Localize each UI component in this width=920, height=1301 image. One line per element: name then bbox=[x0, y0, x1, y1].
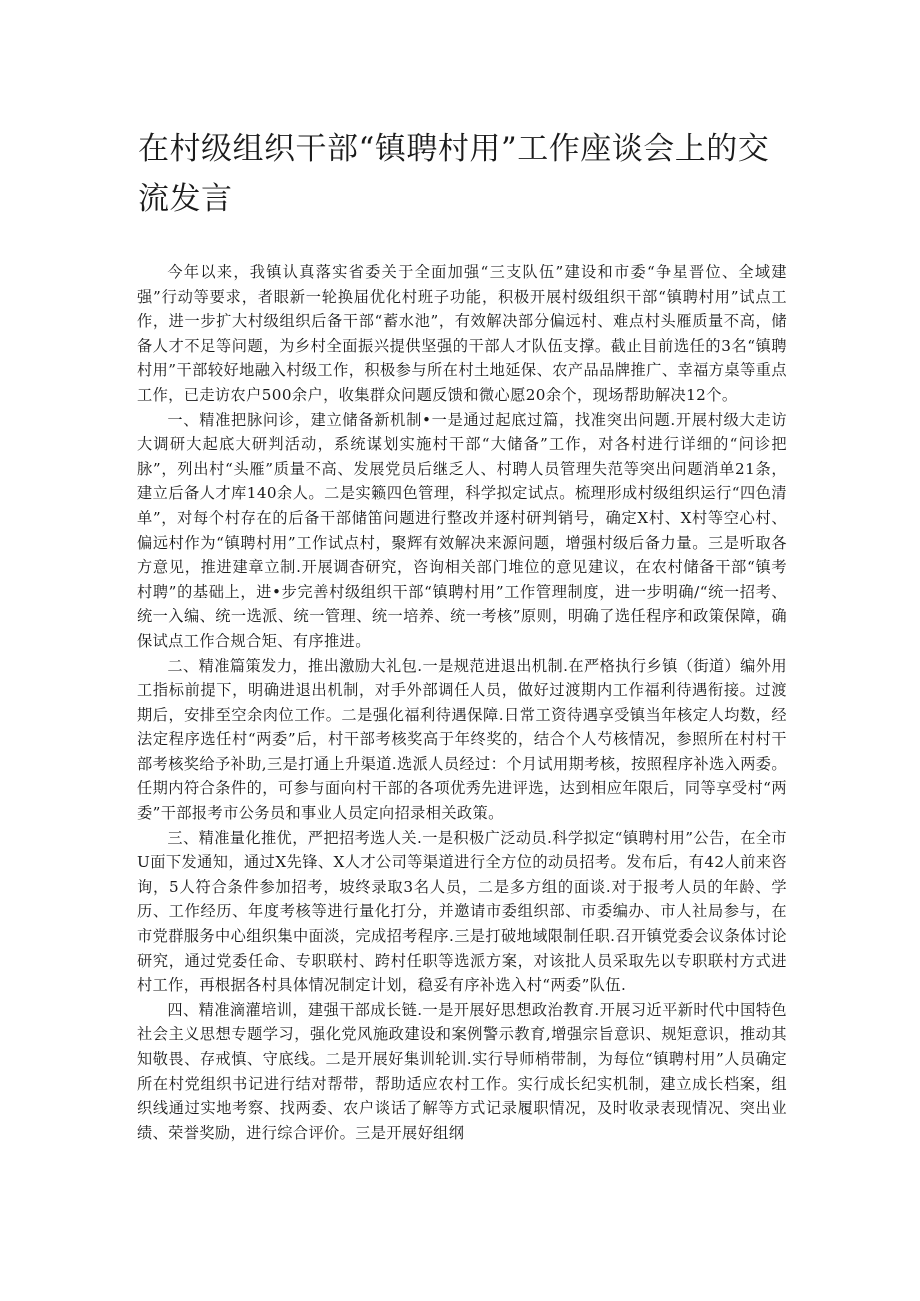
document-title: 在村级组织干部“镇聘村用”工作座谈会上的交流发言 bbox=[138, 131, 770, 217]
paragraph-section-3: 三、精准量化推优，严把招考选人关.一是积极广泛动员.科学拟定“镇聘村用”公告，在全市U面下发通知，通过X先锋、X人才公司等渠道进行全方位的动员招考。发布后，有42人前来咨询，5人符合条件参加招考，坡终录取3名人员，二是多方组的面谈.对于报考人员的年龄、学历、工作经历、年度考核等进行量化打分，并邀请市委组织部、市委编办、市人社局参与，在市党群服务中心组织集中面淡，完成招考程序.三是打破地域限制任职.召开镇党委会议条体讨论研究，通过党委任命、专职联村、跨村任职等选派方案，对该批人员采取先以专职联村方式进村工作，再根据各村具体情况制定计划，稳妥有序补选入村“两委”队伍. bbox=[137, 828, 787, 995]
paragraph-section-1: 一、精准把脉问诊，建立储备新机制•一是通过起底过篇，找准突出问题.开展村级大走访大调研大起底大研判活动，系统谋划实施村干部“大储备”工作，对各村进行详细的“问诊把脉”，列出村“头雁”质量不高、发展党员后继乏人、村聘人员管理失范等突出问题消单21条，建立后备人才库140余人。二是实籁四色管理，科学拟定试点。梳理形成村级组织运行“四色清单”，对每个村存在的后备干部储笛问题进行整改并逐村研判销号，确定X村、X村等空心村、偏远村作为“镇聘村用”工作试点村，聚辉有效解决来源问题，增强村级后备力量。三是听取各方意见，推进建章立制.开展调杳研究，咨询相关部门堆位的意见建议，在农村储备干部“镇考村聘”的基础上，进•步完善村级组织干部“镇聘村用”工作管理制度，进一步明确/“统一招考、统一入编、统一选派、统一管理、统一培养、统一考核”原则，明确了选任程序和政策保障，确保试点工作合规合矩、有序推进。 bbox=[137, 410, 787, 650]
paragraph-section-4: 四、精准滴灌培训，建强干部成长链.一是开展好思想政治教育.开展习近平新时代中国特色社会主义思想专题学习，强化党风施政建设和案例警示教育,增强宗旨意识、规矩意识，推动其知敬畏、存戒慎、守底线。二是开展好集训轮训.实行导师梢带制，为每位“镇聘村用”人员确定所在村党组织书记进行结对帮带，帮助适应农村工作。实行成长纪实机制，建立成长档案，组织线通过实地考察、找两委、农户谈话了解等方式记录履职情况，及时收录表现情况、突出业绩、荣誉奖励，进行综合评价。三是开展好组纲 bbox=[137, 1000, 787, 1142]
paragraph-section-2: 二、精准篇策发力，推出激励大礼包.一是规范进退出机制.在严格执行乡镇（街道）编外用工指标前提下，明确进退出机制，对手外部调任人员，做好过渡期内工作福利待遇衔接。过渡期后，安排至空余肉位工作。二是强化福利待遇保障.日常工资待遇享受镇当年核定人均数，经法定程序选任村“两委”后，村干部考核奖高于年终奖的，结合个人芍核情况，参照所在村村干部考核奖给予补助,三是打通上升渠道.选派人员经过：个月试用期考核，按照程序补选入两委。任期内符合条件的，可参与面向村干部的各项优秀先进评选，达到相应年限后，同等享受村“两委”干部报考市公务员和事业人员定向招录相关政策。 bbox=[137, 656, 787, 823]
paragraph-intro: 今年以来，我镇认真落实省委关于全面加强“三支队伍”建设和市委“争星晋位、全域建强”行动等要求，者眼新一轮换届优化村班子功能，积极开展村级组织干部“镇聘村用”试点工作，进一步扩大村级组织后备干部“蓄水池”，有效解决部分偏远村、难点村头雁质量不高，储备人才不足等问题，为乡村全面振兴提供坚强的干部人才队伍支撑。截止目前选任的3名“镇聘村用”干部较好地融入村级工作，积极参与所在村土地延保、农产品品牌推广、幸福方桌等重点工作，已走访农户500余户，收集群众问题反馈和微心愿20余个，现场帮助解决12个。 bbox=[137, 263, 787, 404]
document-body bbox=[137, 260, 787, 1145]
